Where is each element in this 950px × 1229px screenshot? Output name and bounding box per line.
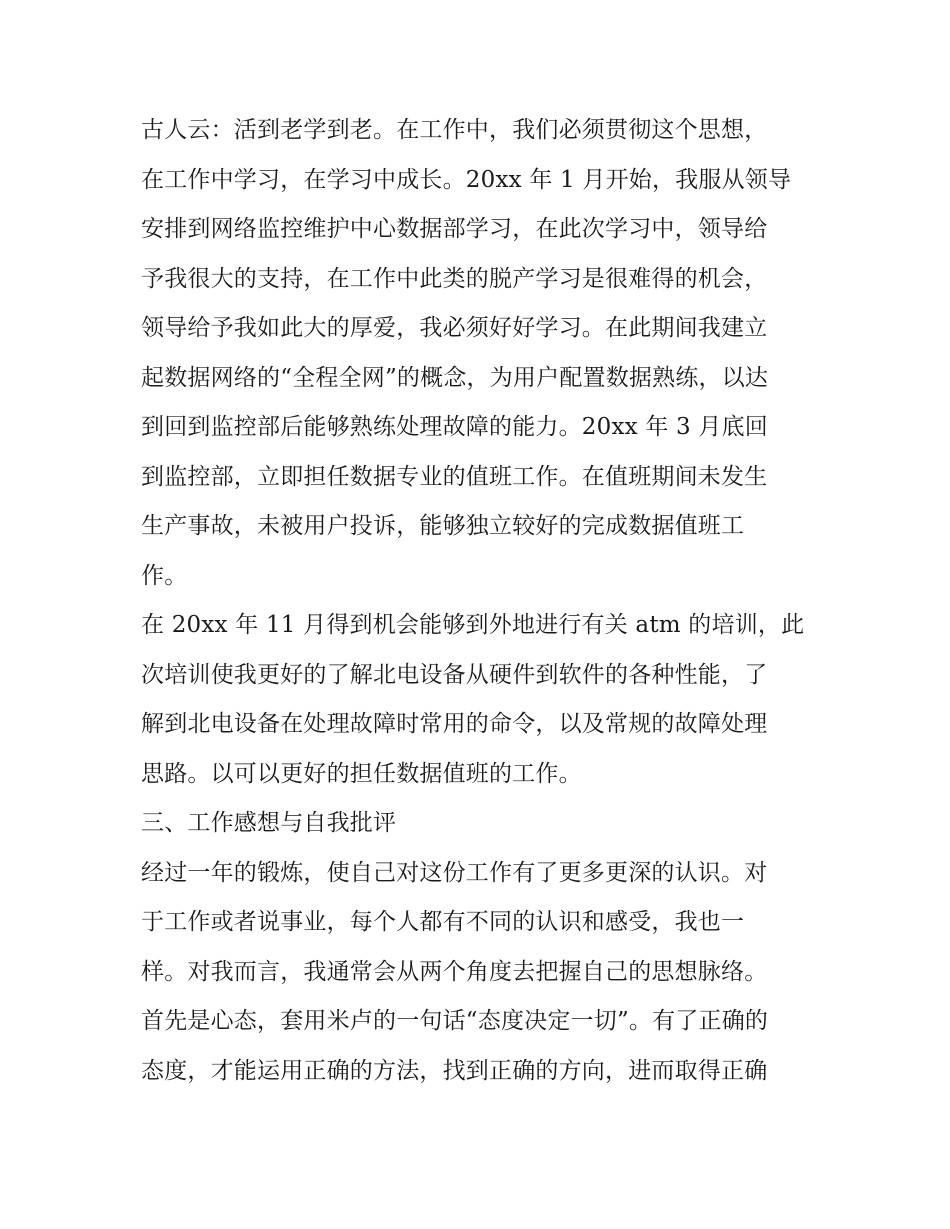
text-line: 予我很大的支持，在工作中此类的脱产学习是很难得的机会， [141,265,768,292]
text-line: 古人云：活到老学到老。在工作中，我们必须贯彻这个思想， [141,117,768,143]
text-line: 在工作中学习，在学习中成长。20xx 年 1 月开始，我服从领导 [141,166,792,193]
text-line: 到回到监控部后能够熟练处理故障的能力。20xx 年 3 月底回 [141,414,768,440]
text-line: 生产事故，未被用户投诉，能够独立较好的完成数据值班工 [141,513,745,539]
section-heading: 三、工作感想与自我批评 [141,810,397,836]
text-line: 经过一年的锻炼，使自己对这份工作有了更多更深的认识。对 [141,859,768,886]
text-line: 到监控部，立即担任数据专业的值班工作。在值班期间未发生 [141,463,768,490]
document-body [141,106,821,1096]
text-line: 态度，才能运用正确的方法，找到正确的方向，进而取得正确 [141,1057,768,1084]
text-line: 样。对我而言，我通常会从两个角度去把握自己的思想脉络。 [141,958,768,985]
text-line: 思路。以可以更好的担任数据值班的工作。 [141,760,582,787]
text-line: 在 20xx 年 11 月得到机会能够到外地进行有关 atm 的培训，此 [141,612,805,638]
text-line: 起数据网络的“全程全网”的概念，为用户配置数据熟练，以达 [141,364,769,391]
text-line: 安排到网络监控维护中心数据部学习，在此次学习中，领导给 [141,216,768,242]
text-line: 首先是心态，套用米卢的一句话“态度决定一切”。有了正确的 [141,1008,769,1034]
text-line: 解到北电设备在处理故障时常用的命令，以及常规的故障处理 [141,711,768,737]
text-line: 领导给予我如此大的厚爱，我必须好好学习。在此期间我建立 [141,315,768,341]
text-line: 于工作或者说事业，每个人都有不同的认识和感受，我也一 [141,909,745,935]
text-line: 次培训使我更好的了解北电设备从硬件到软件的各种性能，了 [141,661,768,688]
text-line: 作。 [141,562,188,589]
